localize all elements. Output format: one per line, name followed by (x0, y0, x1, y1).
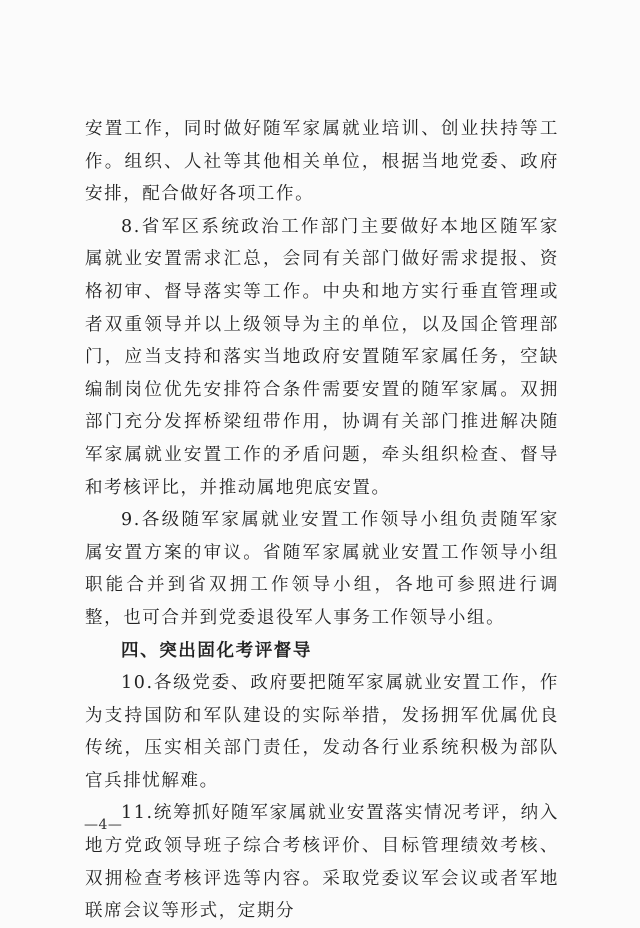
paragraph-item-11: 11.统筹抓好随军家属就业安置落实情况考评，纳入地方党政领导班子综合考核评价、目标管理绩效考核、双拥检查考核评选等内容。采取党委议军会议或者军地联席会议等形式，定期分 (85, 803, 559, 922)
section-heading-4: 四、突出固化考评督导 (121, 640, 312, 661)
paragraph-item-9: 9.各级随军家属就业安置工作领导小组负责随军家属安置方案的审议。省随军家属就业安置工作领导小组职能合并到省双拥工作领导小组，各地可参照进行调整，也可合并到党委退役军人事务工作领导小组。 (85, 510, 559, 628)
document-body (85, 113, 559, 928)
paragraph-continuation: 安置工作，同时做好随军家属就业培训、创业扶持等工作。组织、人社等其他相关单位，根据当地党委、政府安排，配合做好各项工作。 (85, 119, 559, 205)
page-number: —4— (84, 817, 123, 833)
paragraph-item-10: 10.各级党委、政府要把随军家属就业安置工作，作为支持国防和军队建设的实际举措，发扬拥军优属优良传统，压实相关部门责任，发动各行业系统积极为部队官兵排忧解难。 (85, 673, 559, 791)
paragraph-item-8: 8.省军区系统政治工作部门主要做好本地区随军家属就业安置需求汇总，会同有关部门做好需求提报、资格初审、督导落实等工作。中央和地方实行垂直管理或者双重领导并以上级领导为主的单位，以及国企管理部门，应当支持和落实当地政府安置随军家属任务，空缺编制岗位优先安排符合条件需要安置的随军家属。双拥部门充分发挥桥梁纽带作用，协调有关部门推进解决随军家属就业安置工作的矛盾问题，牵头组织检查、督导和考核评比，并推动属地兜底安置。 (85, 216, 559, 498)
